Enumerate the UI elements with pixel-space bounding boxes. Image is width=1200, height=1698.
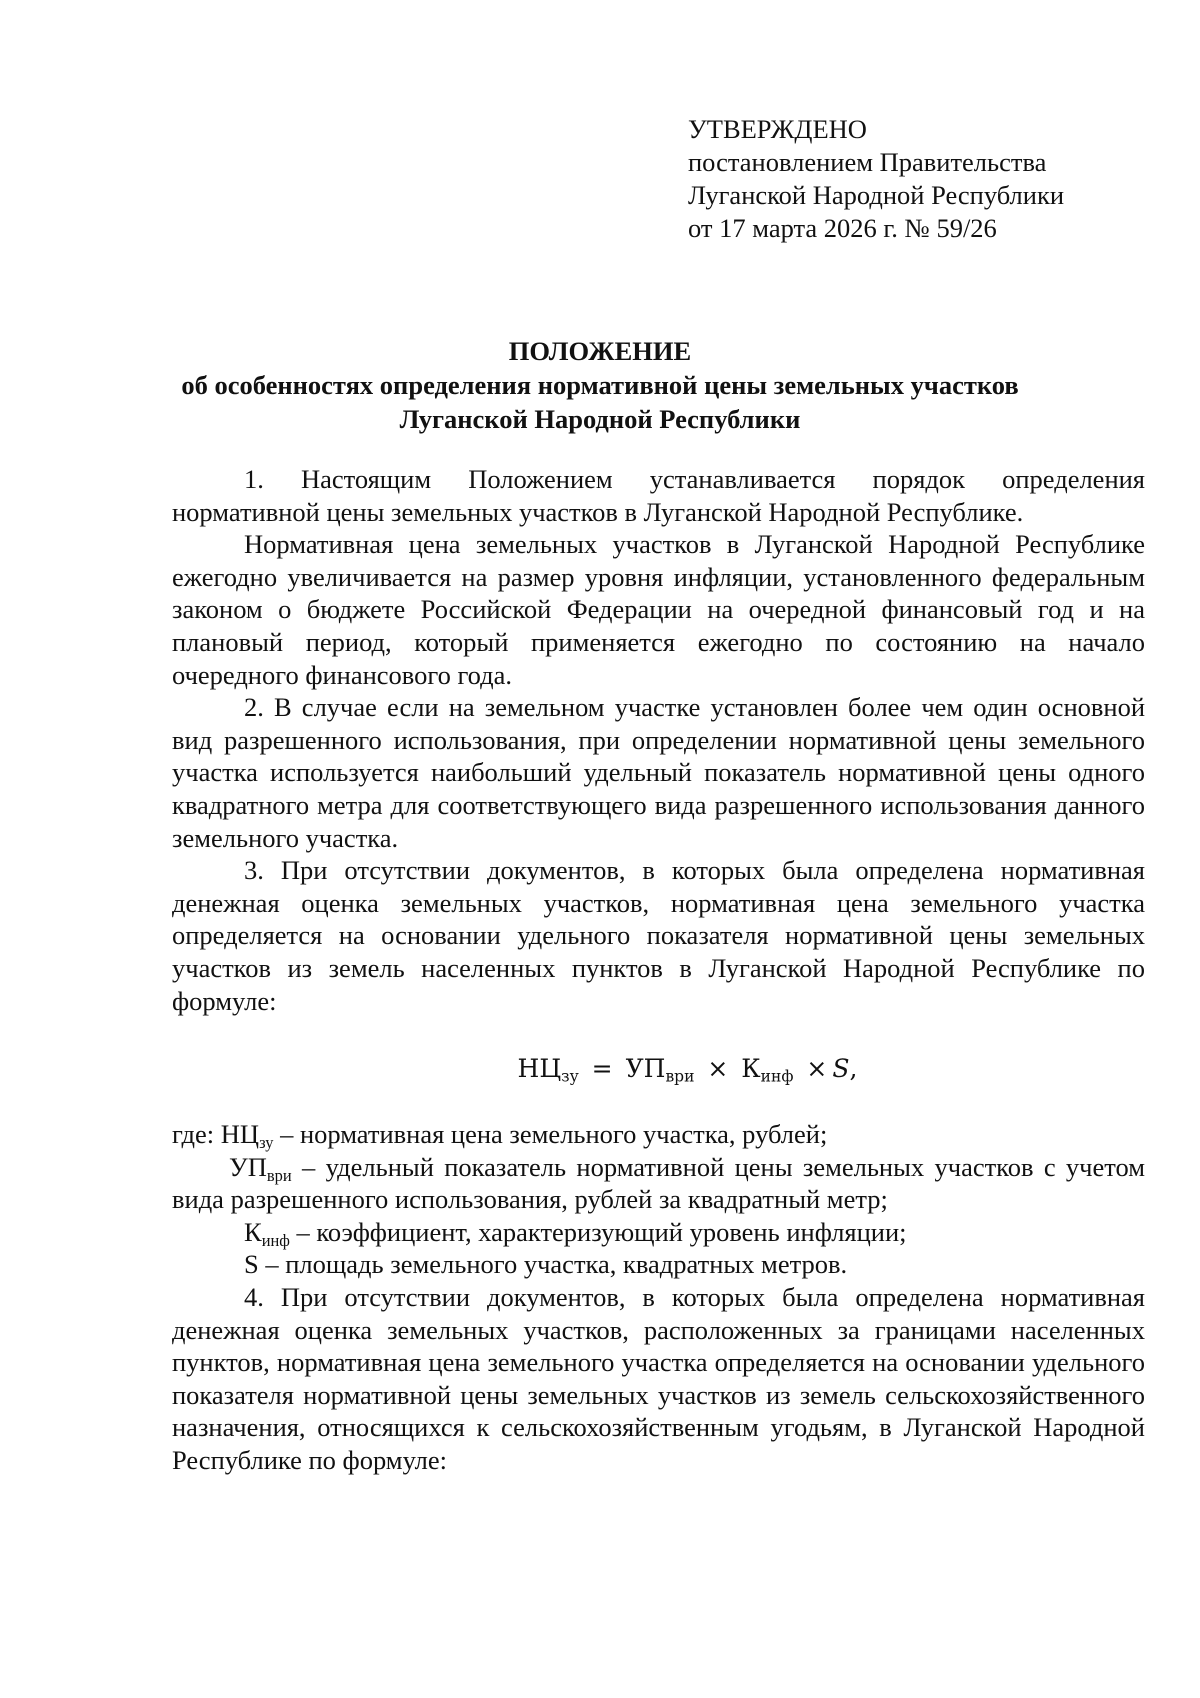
approval-stamp: [688, 113, 1064, 245]
paragraph-2: 2. В случае если на земельном участке установлен более чем один основной вид разрешенного использования, при определении нормативной цены земельного участка используется наибольший удельный показатель нормативной цены одного квадратного метра для соответствующего вида разрешенного использования данного земельного участка.: [172, 692, 1145, 853]
formula-k: [741, 1054, 794, 1086]
price-formula: [172, 1053, 1145, 1085]
definition-prefix: где:: [172, 1119, 221, 1150]
formula-up: [625, 1054, 695, 1086]
definition-k-text: – коэффициент, характеризующий уровень инфляции;: [289, 1216, 907, 1247]
approval-status: УТВЕРЖДЕНО: [688, 114, 867, 144]
approval-date-number: от 17 марта 2026 г. № 59/26: [688, 213, 997, 243]
formula-times-1: ×: [707, 1054, 729, 1084]
paragraph-3: 3. При отсутствии документов, в которых была определена нормативная денежная оценка земельных участков, нормативная цена земельного участка определяется на основании удельного показателя нормативной цены земельных участков из земель населенных пунктов в Луганской Народной Республике по формуле:: [172, 855, 1145, 1016]
paragraph-1-inflation: Нормативная цена земельных участков в Луганской Народной Республике ежегодно увеличивается на размер уровня инфляции, установленного федеральным законом о бюджете Российской Федерации на очередной финансовый год и на плановый период, который применяется ежегодно по состоянию на начало очередного финансового года.: [172, 529, 1145, 690]
definition-nc-text: – нормативная цена земельного участка, рублей;: [273, 1119, 828, 1150]
formula-k-symbol: К: [741, 1054, 761, 1084]
formula-k-subscript: инф: [760, 1067, 794, 1086]
formula-up-symbol: УП: [625, 1054, 666, 1084]
title-subtitle-line1: об особенностях определения нормативной цены земельных участков: [181, 370, 1019, 400]
formula-s: S: [832, 1054, 850, 1084]
definition-k-subscript: инф: [261, 1230, 290, 1250]
formula-nc: [517, 1054, 579, 1086]
paragraph-1: 1. Настоящим Положением устанавливается порядок определения нормативной цены земельных участков в Луганской Народной Республике.: [172, 464, 1145, 527]
definition-s: S – площадь земельного участка, квадратных метров.: [244, 1249, 848, 1280]
formula-nc-subscript: зу: [561, 1067, 579, 1086]
formula-up-subscript: ври: [665, 1067, 695, 1086]
definition-up-symbol: УП: [229, 1151, 267, 1182]
paragraph-4: 4. При отсутствии документов, в которых была определена нормативная денежная оценка земельных участков, расположенных за границами населенных пунктов, нормативная цена земельного участка определяется на основании удельного показателя нормативной цены земельных участков из земель сельскохозяйственного назначения, относящихся к сельскохозяйственным угодьям, в Луганской Народной Республике по формуле:: [172, 1282, 1145, 1476]
title-subtitle-line2: Луганской Народной Республики: [399, 404, 801, 434]
approval-authority: постановлением Правительства: [688, 147, 1047, 177]
definition-k-symbol: К: [244, 1216, 262, 1247]
definition-up-subscript: ври: [266, 1165, 292, 1185]
formula-times-2: ×: [806, 1054, 828, 1084]
definition-up-text: – удельный показатель нормативной цены земельных участков с учетом вида разрешенного использования, рублей за квадратный метр;: [172, 1151, 1145, 1215]
definition-nc-symbol: НЦ: [220, 1119, 260, 1150]
document-body: [172, 463, 1145, 1477]
formula-nc-symbol: НЦ: [517, 1054, 562, 1084]
definition-nc-subscript: зу: [259, 1133, 274, 1153]
definition-up: [172, 1151, 1145, 1216]
definition-k: [172, 1216, 1145, 1249]
definition-nc: [172, 1118, 1145, 1151]
formula-comma: ,: [849, 1054, 858, 1084]
formula-equals: =: [591, 1054, 613, 1084]
approval-government: Луганской Народной Республики: [688, 180, 1065, 210]
document-title: [150, 334, 1050, 436]
title-heading: ПОЛОЖЕНИЕ: [508, 336, 692, 366]
